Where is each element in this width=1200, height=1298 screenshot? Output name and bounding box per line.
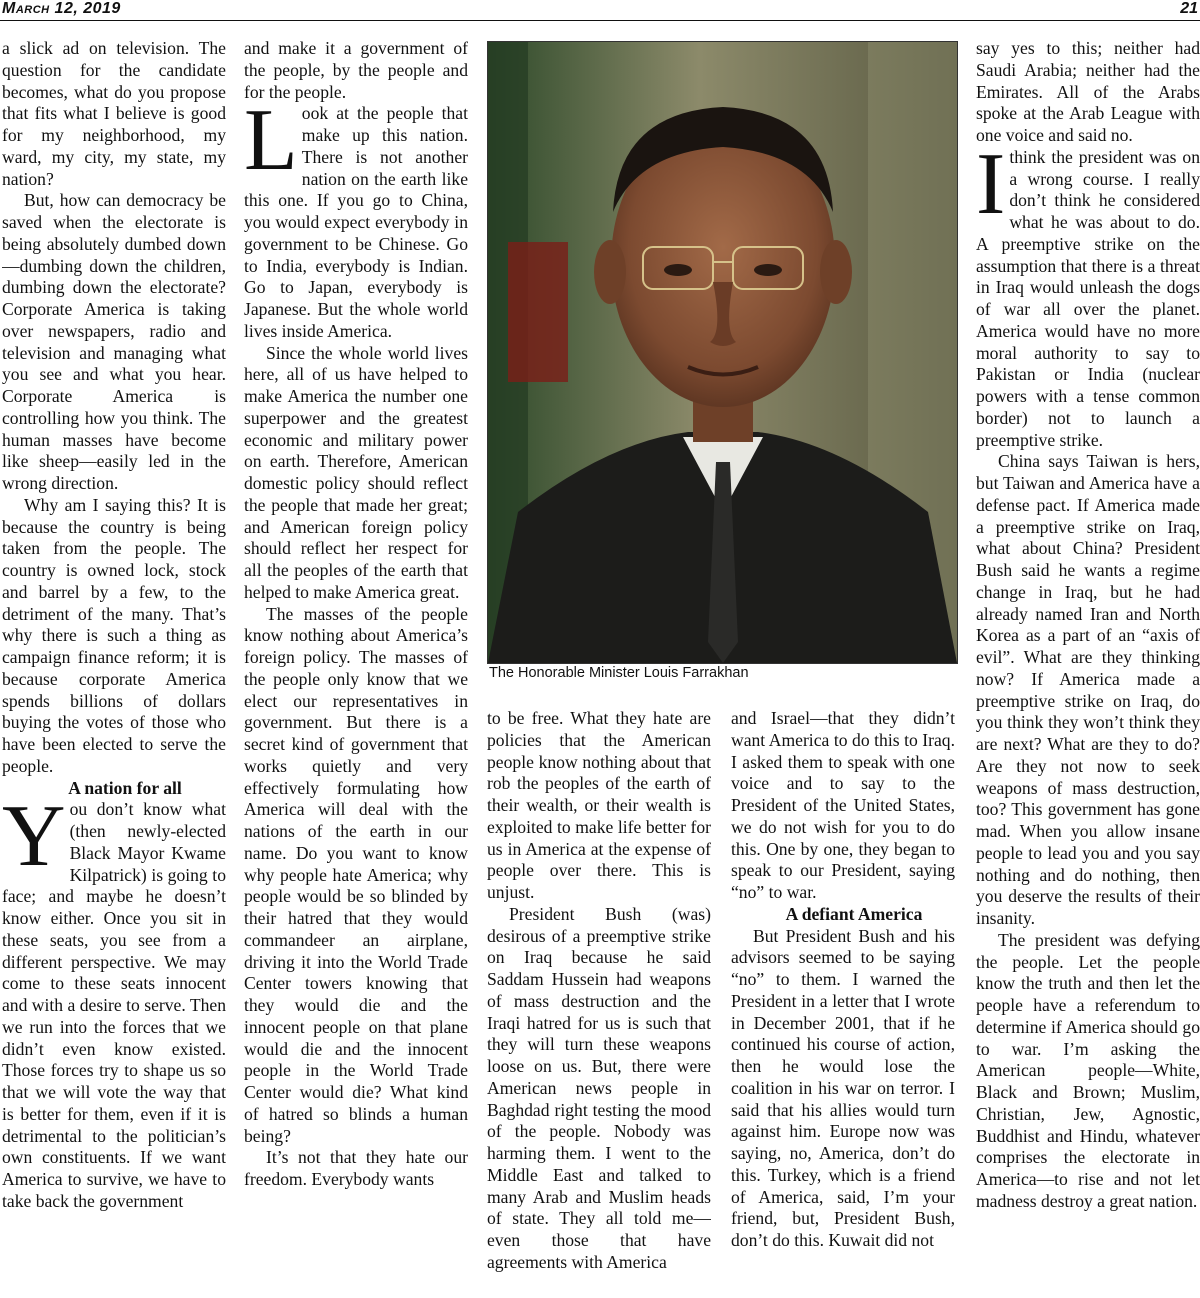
paragraph: and make it a government of the people, by the people and for the people. xyxy=(244,38,468,102)
paragraph-with-dropcap xyxy=(2,788,226,1212)
paragraph: to be free. What they hate are policies that the American people know nothing about that rob the peoples of the earth of their wealth, or their wealth is exploited to make life better for us in America at the expense of people over there. This is unjust. xyxy=(487,708,711,902)
paragraph: But, how can democracy be saved when the electorate is being absolutely dumbed down—dumbing down the children, dumbing down the electorate? Corporate America is taking over newspapers, radio and television and managing what you see and what you hear. Corporate America is controlling how you think. The human masses have become like sheep—easily led in the wrong direction. xyxy=(2,190,226,493)
paragraph: and Israel—that they didn’t want America to do this to Iraq. I asked them to speak with one voice and to say to the President of the United States, we do not wish for you to do this. One by one, they began to speak to our President, saying “no” to war. xyxy=(731,708,955,902)
paragraph: The president was defying the people. Let the people know the truth and then let the people have a referendum to determine if America should go to war. I’m asking the American people—White, Black and Brown; Muslim, Christian, Jew, Agnostic, Buddhist and Hindu, whatever comprises the electorate in America—to rise and not let madness destroy a great nation. xyxy=(976,929,1200,1211)
page-number: 21 xyxy=(1180,0,1198,17)
paragraph: say yes to this; neither had Saudi Arabia; neither had the Emirates. All of the Arabs spoke at the Arab League with one voice and said no. xyxy=(976,38,1200,145)
portrait-photo xyxy=(487,41,958,664)
subheading: A defiant America xyxy=(785,903,923,924)
paragraph: It’s not that they hate our freedom. Everybody wants xyxy=(244,1147,468,1189)
drop-cap: I xyxy=(976,135,1006,233)
photo-caption: The Honorable Minister Louis Farrakhan xyxy=(489,665,749,681)
paragraph: The masses of the people know nothing about America’s foreign policy. The masses of the people only know that we elect our representatives in government. But there is a secret kind of government that works quietly and very effectively formulating how America will deal with the nations of the earth in our name. Do you want to know why people hate America; why people would be so blinded by their hatred that they would commandeer an airplane, driving it into the World Trade Center towers knowing that they would die and the innocent people on that plane would die and the innocent people in the World Trade Center would die? What kind of hatred so blinds a human being? xyxy=(244,603,468,1146)
article-column-2 xyxy=(244,38,468,1296)
issue-date: March 12, 2019 xyxy=(2,0,121,17)
drop-cap: Y xyxy=(2,788,66,886)
paragraph: President Bush (was) desirous of a preemptive strike on Iraq because he said Saddam Hussein had weapons of mass destruction and the Iraqi hatred for us is such that they will turn these weapons loose on us. But, there were American news people in Baghdad right testing the mood of the people. Nobody was harming them. I went to the Middle East and talked to many Arab and Muslim heads of state. They all told me—even those that have agreements with America xyxy=(487,903,711,1272)
article-column-5 xyxy=(976,38,1200,1296)
paragraph-with-dropcap xyxy=(244,92,468,342)
paragraph: China says Taiwan is hers, but Taiwan and America have a defense pact. If America made a preemptive strike on Iraq, what about China? President Bush said he wants a regime change in Iraq, but he had already named Iran and North Korea as a part of an “axis of evil”. What are they thinking now? If America made a preemptive strike on Iraq, do you think they won’t think they are next? What are they to do? Are they not now to seek weapons of mass destruction, too? This government has gone mad. When you allow insane people to lead you and you say nothing and do nothing, then you deserve the results of their insanity. xyxy=(976,451,1200,928)
paragraph: a slick ad on television. The question for the candidate becomes, what do you propose that fits what I believe is good for my neighborhood, my ward, my city, my state, my nation? xyxy=(2,38,226,189)
paragraph: Since the whole world lives here, all of us have helped to make America the number one superpower and the greatest economic and military power on earth. Therefore, American domestic policy should reflect the people that made her great; and American foreign policy should reflect her respect for all the peoples of the earth that helped to make America great. xyxy=(244,342,468,602)
paragraph-text: ou don’t know what (then newly-elected Black Mayor Kwame Kilpatrick) is going to face; and maybe he doesn’t know either. Once you sit in these seats, you see from a different perspective. We may come to these seats innocent and with a desire to serve. Then we run into the forces that we didn’t even know existed. Those forces try to shape us so that we will vote the way that is better for them, even if it is detrimental to the politician’s own constituents. If we want America to survive, we have to take back the government xyxy=(2,799,226,1211)
page-header xyxy=(0,0,1200,21)
paragraph-text: think the president was on a wrong course. I really don’t think he considered what he was about to do. A preemptive strike on the assumption that there is a threat in Iraq would unleash the dogs of war all over the planet. America would have no more moral authority to say to Pakistan or India (nuclear powers with a tense common border) not to launch a preemptive strike. xyxy=(976,146,1200,450)
paragraph-with-dropcap xyxy=(976,135,1200,452)
paragraph: But President Bush and his advisors seemed to be saying “no” to them. I warned the President in a letter that I wrote in December 2001, that if he continued his course of action, then he would lose the coalition in his war on terror. I said that his allies would turn against him. Europe now was saying, no, America, don’t do this. Turkey, which is a friend of America, said, I’m your friend, but, President Bush, don’t do this. Kuwait did not xyxy=(731,925,955,1250)
article-column-4 xyxy=(731,708,955,1298)
drop-cap: L xyxy=(244,92,298,190)
article-column-3 xyxy=(487,708,711,1298)
paragraph-text: ook at the people that make up this nation. There is not another nation on the earth like this one. If you go to China, you would expect everybody in government to be Chinese. Go to India, everybody is Indian. Go to Japan, everybody is Japanese. But the whole world lives inside America. xyxy=(244,103,468,341)
paragraph: Why am I saying this? It is because the country is being taken from the people. The country is owned lock, stock and barrel by a few, to the detriment of the many. That’s why there is such a thing as campaign finance reform; it is because corporate America spends billions of dollars buying the votes of those who have been elected to serve the people. xyxy=(2,494,226,776)
portrait-illustration xyxy=(488,42,957,663)
article-column-1 xyxy=(2,38,226,1296)
subheading: A nation for all xyxy=(68,777,182,798)
